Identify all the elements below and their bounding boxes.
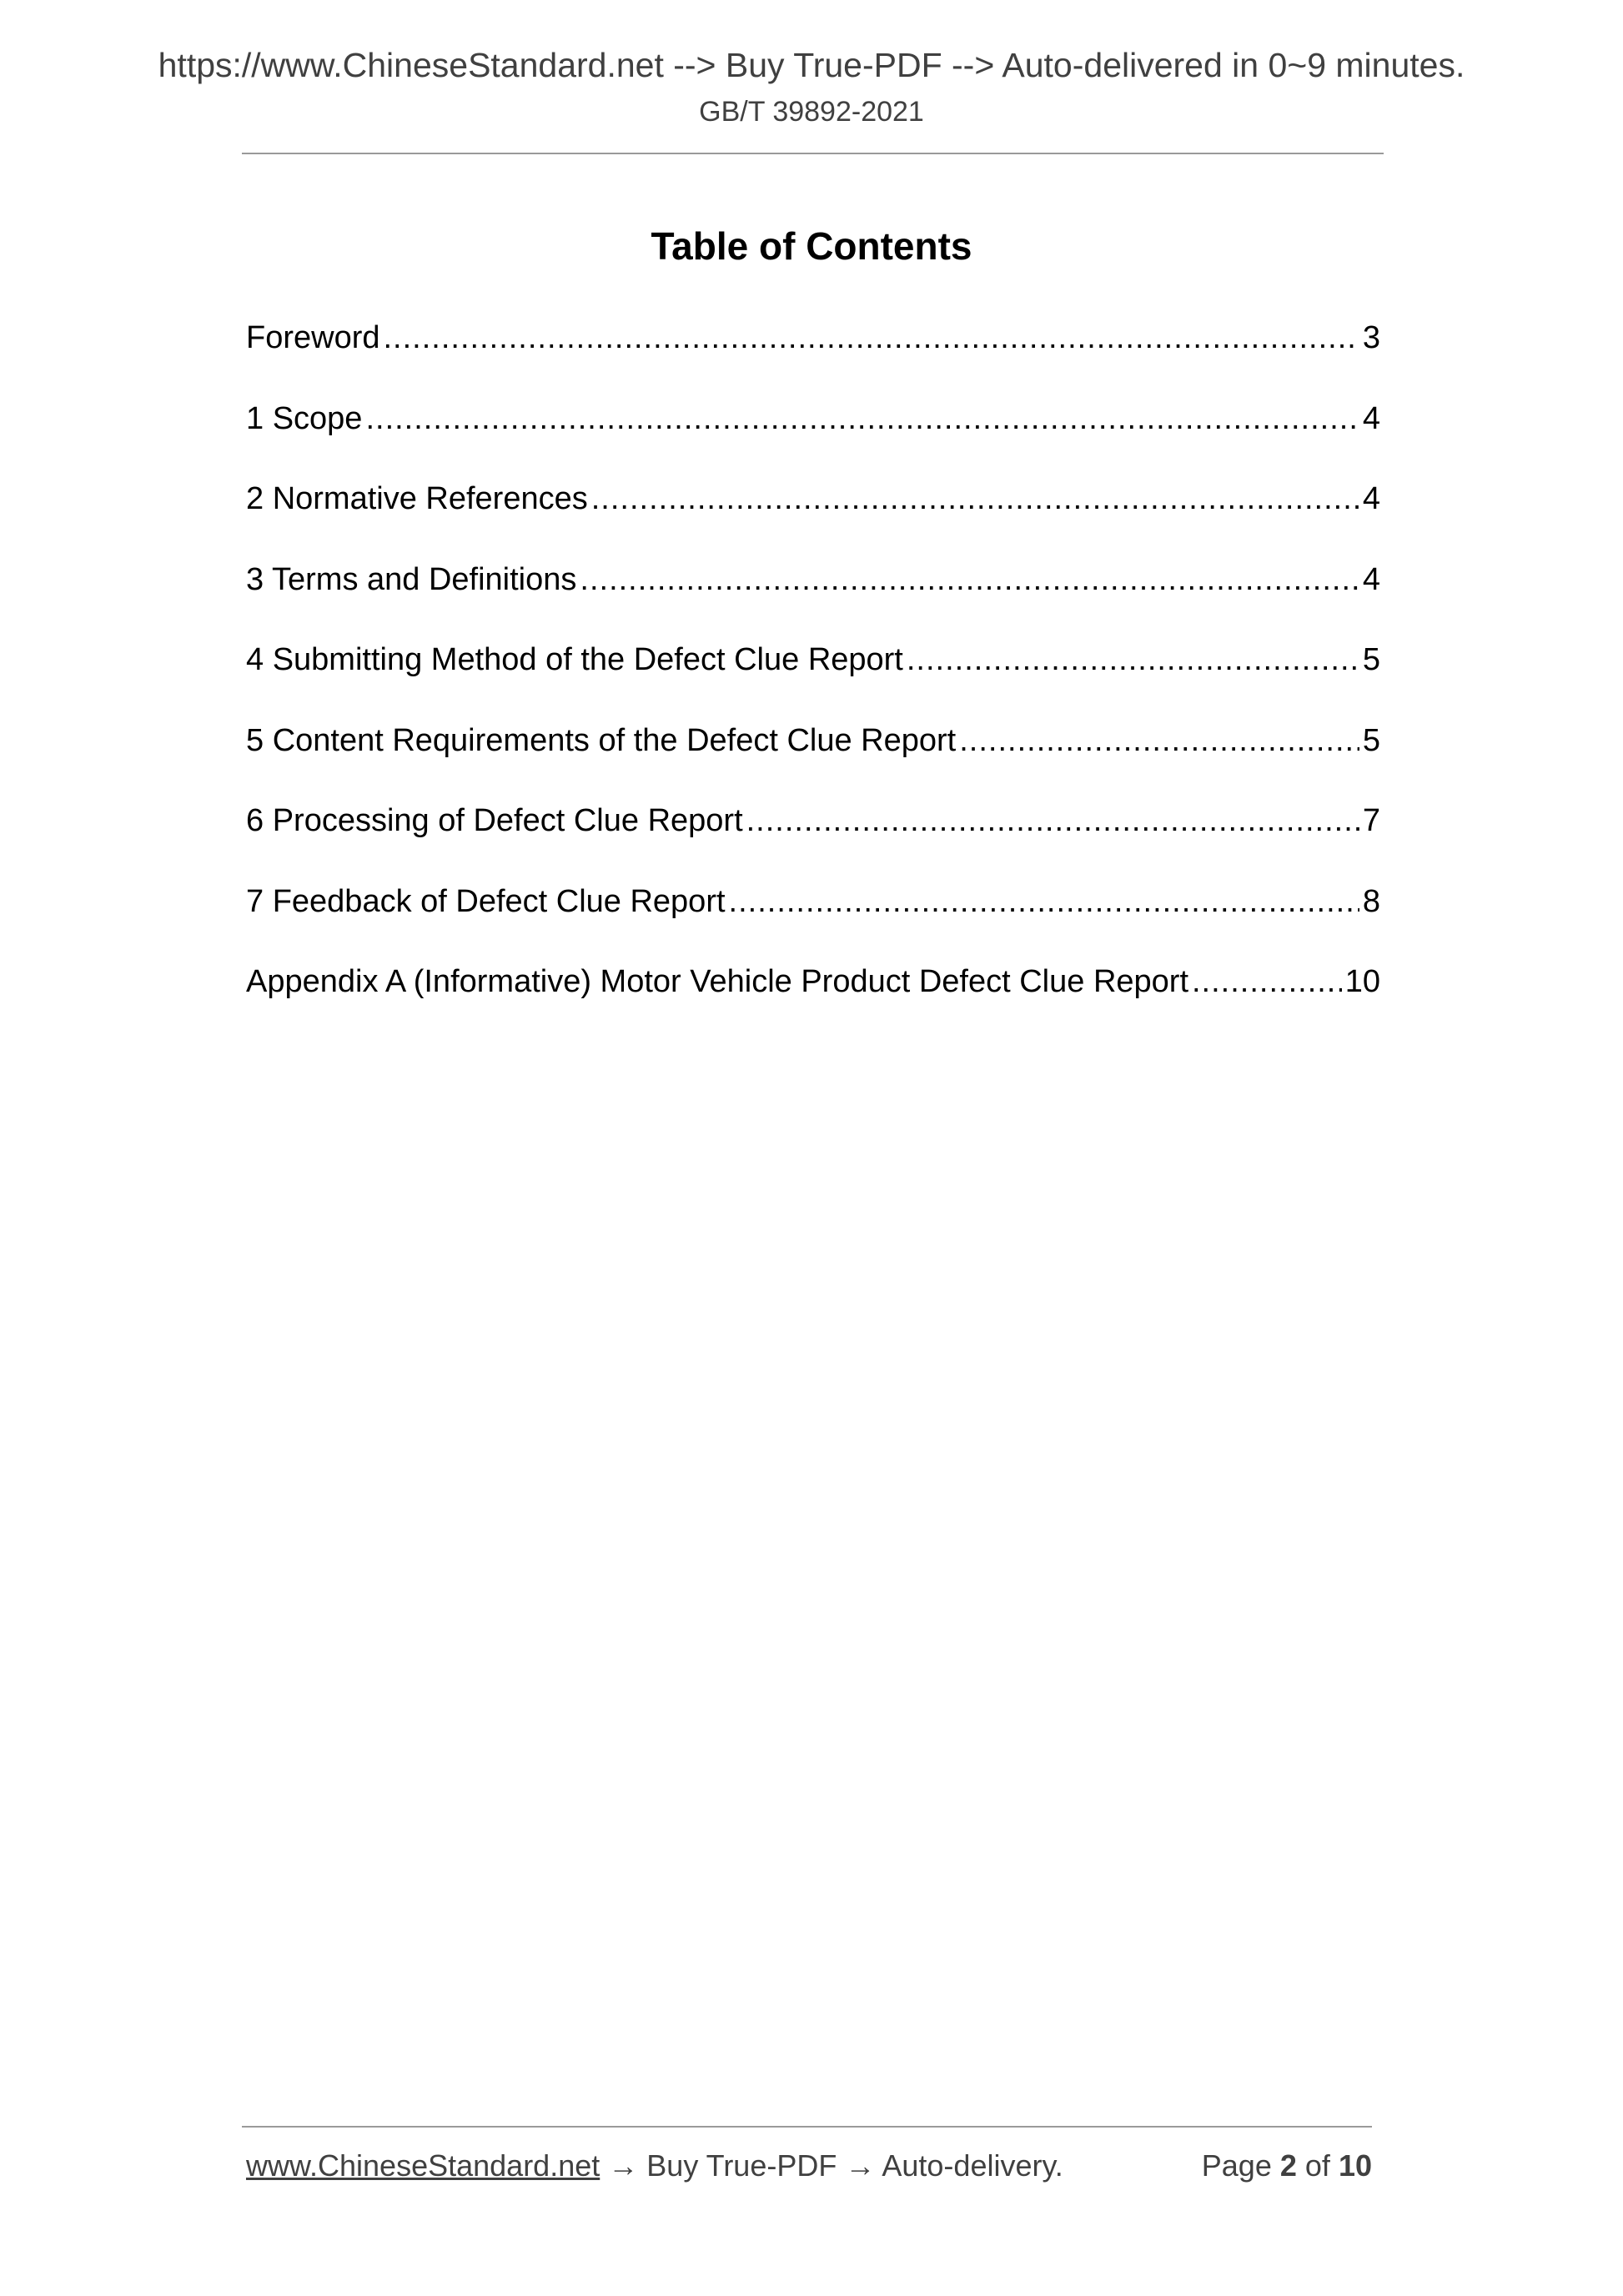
toc-dot-leader [1192,957,1342,1006]
toc-entry-label: 7 Feedback of Defect Clue Report [246,883,726,919]
footer-site-link[interactable]: www.ChineseStandard.net [246,2148,600,2183]
toc-entry-label: 2 Normative References [246,481,588,516]
toc-entry-content-requirements[interactable] [246,716,1380,797]
toc-list [246,314,1380,1038]
toc-entry-page: 3 [1362,320,1380,355]
footer-buy-text: Buy True-PDF [646,2148,837,2183]
footer-divider [242,2126,1372,2128]
toc-entry-page: 4 [1362,481,1380,516]
footer-delivery-text: Auto-delivery. [882,2148,1063,2183]
toc-dot-leader [729,877,1359,926]
toc-entry-label: 3 Terms and Definitions [246,561,577,597]
toc-entry-page: 10 [1344,964,1380,999]
toc-entry-label: 1 Scope [246,400,363,436]
page-current: 2 [1279,2148,1297,2183]
toc-entry-page: 7 [1362,803,1380,838]
page-label: Page [1201,2148,1272,2183]
document-code: GB/T 39892-2021 [699,96,924,128]
toc-entry-feedback[interactable] [246,877,1380,958]
toc-entry-terms-definitions[interactable] [246,555,1380,636]
toc-dot-leader [580,555,1359,604]
toc-dot-leader [591,475,1359,523]
toc-dot-leader [959,716,1359,765]
toc-entry-scope[interactable] [246,394,1380,475]
toc-entry-page: 4 [1362,561,1380,597]
toc-entry-page: 5 [1362,722,1380,758]
toc-entry-normative-references[interactable] [246,475,1380,555]
toc-dot-leader [746,796,1359,845]
footer-promo [246,2144,1063,2188]
arrow-right-icon: → [845,2148,876,2183]
toc-entry-label: 5 Content Requirements of the Defect Clue Report [246,722,957,758]
page-footer [246,2144,1372,2188]
toc-title: Table of Contents [651,224,972,268]
arrow-right-icon: → [608,2148,639,2183]
toc-entry-page: 5 [1362,642,1380,677]
toc-entry-submitting-method[interactable] [246,636,1380,716]
toc-entry-label: Foreword [246,320,380,355]
toc-entry-label: 6 Processing of Defect Clue Report [246,803,743,838]
top-banner: https://www.ChineseStandard.net --> Buy True-PDF --> Auto-delivered in 0~9 minutes. [158,46,1465,84]
toc-entry-page: 8 [1362,883,1380,919]
toc-entry-page: 4 [1362,400,1380,436]
toc-dot-leader [907,636,1359,684]
header-divider [242,153,1384,154]
toc-dot-leader [365,394,1359,443]
toc-entry-label: 4 Submitting Method of the Defect Clue Report [246,642,903,677]
toc-dot-leader [384,314,1359,362]
toc-entry-foreword[interactable] [246,314,1380,394]
toc-entry-label: Appendix A (Informative) Motor Vehicle Product Defect Clue Report [246,964,1188,999]
page-total: 10 [1338,2148,1372,2183]
toc-entry-appendix-a[interactable] [246,957,1380,1038]
page-number [1202,2144,1372,2188]
toc-entry-processing[interactable] [246,796,1380,877]
page-of-label: of [1304,2148,1330,2183]
